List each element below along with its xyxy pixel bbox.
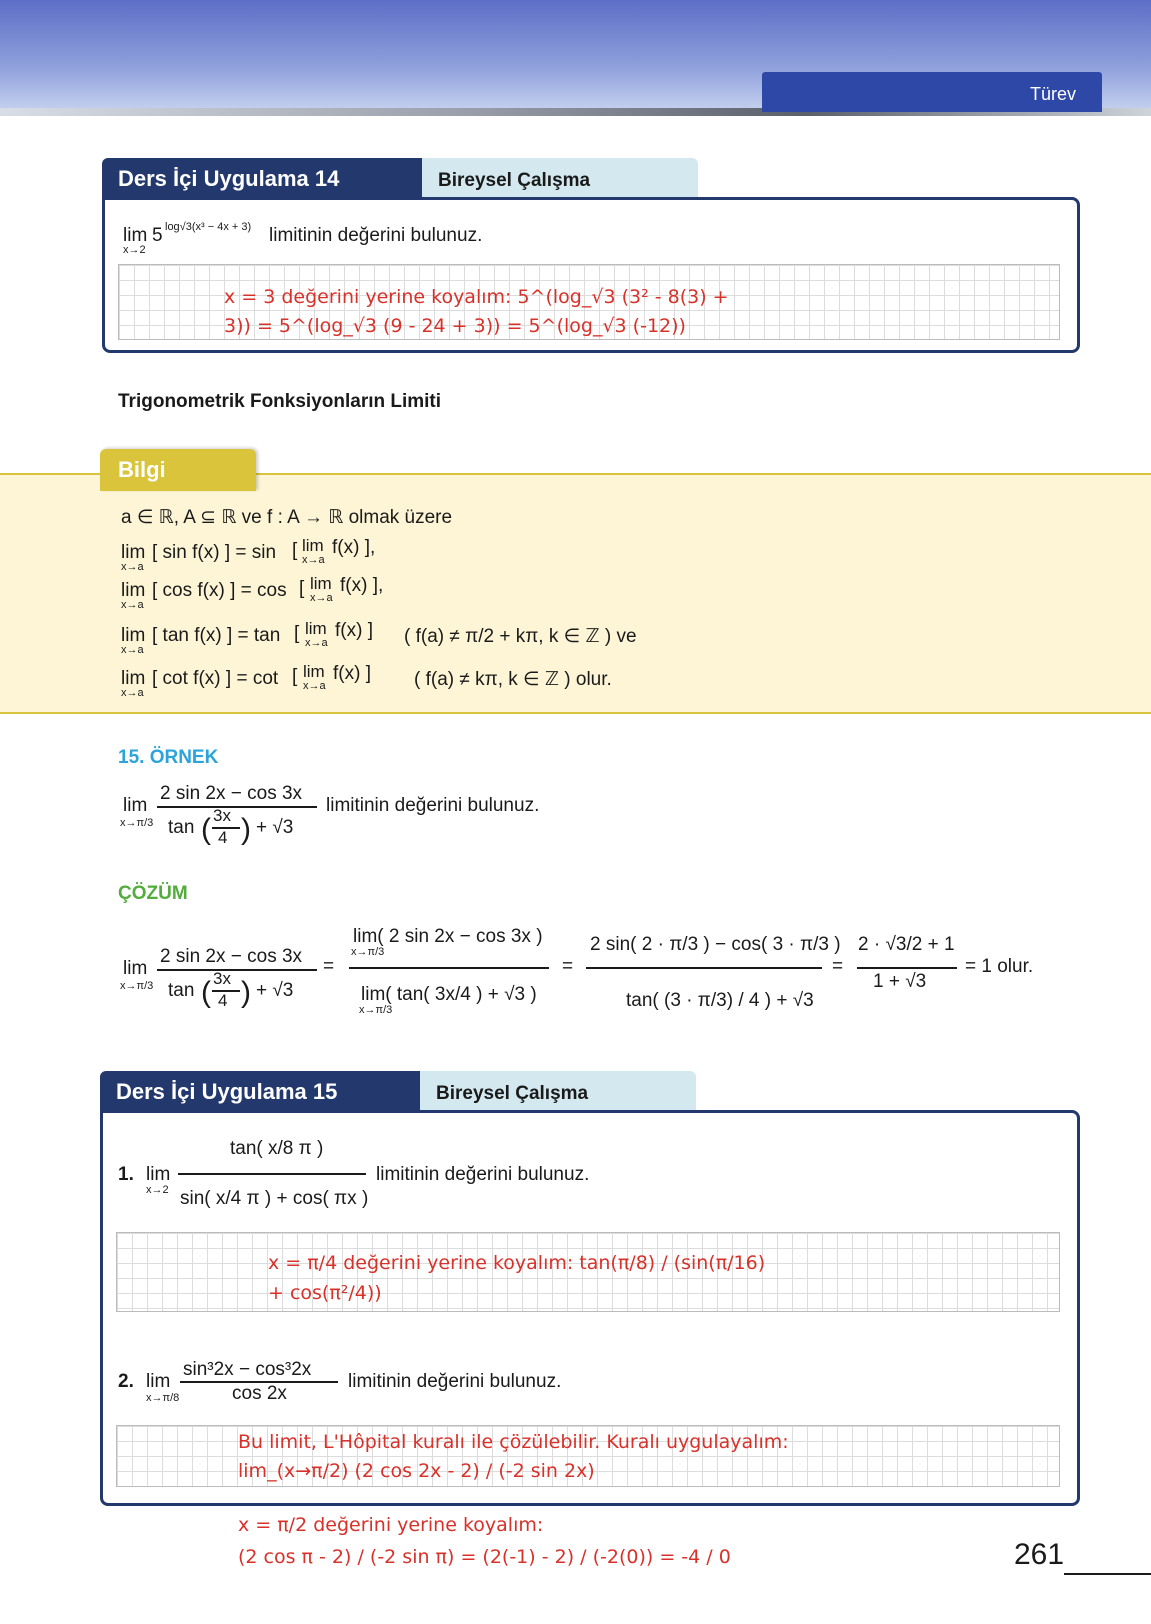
rule-lim: lim [121, 625, 146, 646]
q1-answer-line-1: x = π/4 değerini yerine koyalım: tan(π/8) / (sin(π/16) [268, 1252, 766, 1274]
rule-condition: ( f(a) ≠ kπ, k ∈ ℤ ) olur. [414, 669, 612, 690]
app14-prompt: limitinin değerini bulunuz. [269, 225, 483, 246]
step2-denominator: tan( (3 · π/3) / 4 ) + √3 [626, 990, 814, 1011]
footer-note-line-2: (2 cos π - 2) / (-2 sin π) = (2(-1) - 2) / (-2(0)) = -4 / 0 [238, 1546, 731, 1568]
solution-fraction-bar [157, 969, 317, 971]
app14-base: 5 [152, 225, 163, 246]
step2-numerator: 2 sin( 2 · π/3 ) − cos( 3 · π/3 ) [590, 934, 841, 955]
app14-answer-line-1: x = 3 değerini yerine koyalım: 5^(log_√3 (3² - 8(3) + [224, 286, 729, 308]
q1-fraction-bar [178, 1173, 366, 1175]
rule-inner-lim: lim [302, 536, 324, 555]
q2-numerator: sin³2x − cos³2x [183, 1359, 312, 1380]
solution-den-frac-num: 3x [213, 969, 231, 988]
q1-number: 1. [118, 1164, 134, 1185]
q2-lim: lim [146, 1371, 171, 1392]
rule-inner-sub: x→a [302, 554, 325, 566]
page-number-rule [1064, 1573, 1151, 1575]
footer-note-line-1: x = π/2 değerini yerine koyalım: [238, 1514, 544, 1536]
q1-lim: lim [146, 1164, 171, 1185]
example-paren: ( [201, 813, 211, 846]
example-prompt: limitinin değerini bulunuz. [326, 795, 540, 816]
app15-title: Ders İçi Uygulama 15 [100, 1071, 420, 1111]
step1-num-sub: x→π/3 [351, 946, 385, 958]
rule-bracket: [ [299, 578, 305, 599]
rule-bracket: [ [294, 623, 300, 644]
rule-inner-lim: lim [310, 574, 332, 593]
step1-denominator: lim( tan( 3x/4 ) + √3 ) [361, 984, 537, 1005]
example-den-frac-num: 3x [213, 806, 231, 825]
step2-fraction-bar [586, 967, 822, 969]
rule-lim: lim [121, 668, 146, 689]
step3-denominator: 1 + √3 [873, 971, 927, 992]
solution-result: = 1 olur. [965, 956, 1034, 977]
solution-numerator: 2 sin 2x − cos 3x [160, 946, 303, 967]
example-den-tail: + √3 [256, 817, 294, 838]
example-fraction-bar [157, 806, 317, 808]
app14-lim: lim [123, 225, 148, 246]
equals-sign: = [832, 956, 844, 977]
app15-subtitle: Bireysel Çalışma [420, 1071, 696, 1111]
rule-inner-sub: x→a [303, 680, 326, 692]
app14-exponent: log√3(x³ − 4x + 3) [165, 221, 252, 233]
solution-paren: ) [241, 976, 251, 1009]
rule-right: f(x) ] [333, 663, 371, 684]
solution-lim: lim [123, 958, 148, 979]
rule-left: [ sin f(x) ] = sin [152, 542, 277, 563]
rule-lim-sub: x→a [121, 687, 144, 699]
app14-answer-line-2: 3)) = 5^(log_√3 (9 - 24 + 3)) = 5^(log_√3 (-12)) [224, 315, 686, 337]
app14-lim-sub: x→2 [123, 244, 146, 256]
step3-fraction-bar [857, 967, 957, 969]
example-den-frac-den: 4 [218, 828, 228, 847]
rule-bracket: [ [292, 540, 298, 561]
q1-answer-line-2: + cos(π²/4)) [268, 1282, 382, 1304]
q2-number: 2. [118, 1371, 134, 1392]
bilgi-intro: a ∈ ℝ, A ⊆ ℝ ve f : A → ℝ olmak üzere [121, 507, 453, 528]
solution-label: ÇÖZÜM [118, 883, 188, 904]
solution-den-tan: tan [168, 980, 195, 1001]
example-numerator: 2 sin 2x − cos 3x [160, 783, 303, 804]
solution-lim-sub: x→π/3 [120, 980, 154, 992]
step1-fraction-bar [349, 967, 549, 969]
step1-den-sub: x→π/3 [359, 1004, 393, 1016]
solution-paren: ( [201, 976, 211, 1009]
q1-numerator: tan( x/8 π ) [230, 1138, 324, 1159]
rule-lim-sub: x→a [121, 599, 144, 611]
q2-prompt: limitinin değerini bulunuz. [348, 1371, 562, 1392]
rule-inner-lim: lim [303, 662, 325, 681]
q1-denominator: sin( x/4 π ) + cos( πx ) [180, 1188, 369, 1209]
chapter-tab: Türev [762, 72, 1102, 112]
rule-condition: ( f(a) ≠ π/2 + kπ, k ∈ ℤ ) ve [404, 626, 637, 647]
example-paren: ) [241, 813, 251, 846]
rule-inner-sub: x→a [305, 637, 328, 649]
bilgi-tab: Bilgi [100, 449, 256, 491]
rule-left: [ cos f(x) ] = cos [152, 580, 287, 601]
rule-left: [ tan f(x) ] = tan [152, 625, 281, 646]
equals-sign: = [323, 956, 335, 977]
solution-den-frac-den: 4 [218, 991, 228, 1010]
section-title: Trigonometrik Fonksiyonların Limiti [118, 391, 442, 412]
app14-subtitle: Bireysel Çalışma [422, 158, 698, 198]
rule-left: [ cot f(x) ] = cot [152, 668, 279, 689]
q2-denominator: cos 2x [232, 1383, 287, 1404]
rule-inner-sub: x→a [310, 592, 333, 604]
step1-numerator: lim( 2 sin 2x − cos 3x ) [353, 926, 543, 947]
rule-right: f(x) ], [332, 537, 376, 558]
rule-right: f(x) ], [340, 575, 384, 596]
rule-lim-sub: x→a [121, 644, 144, 656]
example-lim: lim [123, 795, 148, 816]
example-den-tan: tan [168, 817, 195, 838]
step3-numerator: 2 · √3/2 + 1 [858, 934, 955, 955]
page-number: 261 [1014, 1538, 1065, 1571]
rule-lim: lim [121, 542, 146, 563]
q1-lim-sub: x→2 [146, 1184, 169, 1196]
q2-lim-sub: x→π/8 [146, 1392, 180, 1404]
q1-prompt: limitinin değerini bulunuz. [376, 1164, 590, 1185]
equals-sign: = [562, 956, 574, 977]
q2-answer-line-1: Bu limit, L'Hôpital kuralı ile çözülebilir. Kuralı uygulayalım: [238, 1431, 789, 1453]
rule-lim-sub: x→a [121, 561, 144, 573]
rule-right: f(x) ] [335, 620, 373, 641]
rule-lim: lim [121, 580, 146, 601]
example-lim-sub: x→π/3 [120, 817, 154, 829]
q2-answer-line-2: lim_(x→π/2) (2 cos 2x - 2) / (-2 sin 2x) [238, 1460, 595, 1482]
solution-den-tail: + √3 [256, 980, 294, 1001]
rule-inner-lim: lim [305, 619, 327, 638]
app14-title: Ders İçi Uygulama 14 [102, 158, 422, 198]
example-label: 15. ÖRNEK [118, 747, 219, 768]
rule-bracket: [ [292, 666, 298, 687]
